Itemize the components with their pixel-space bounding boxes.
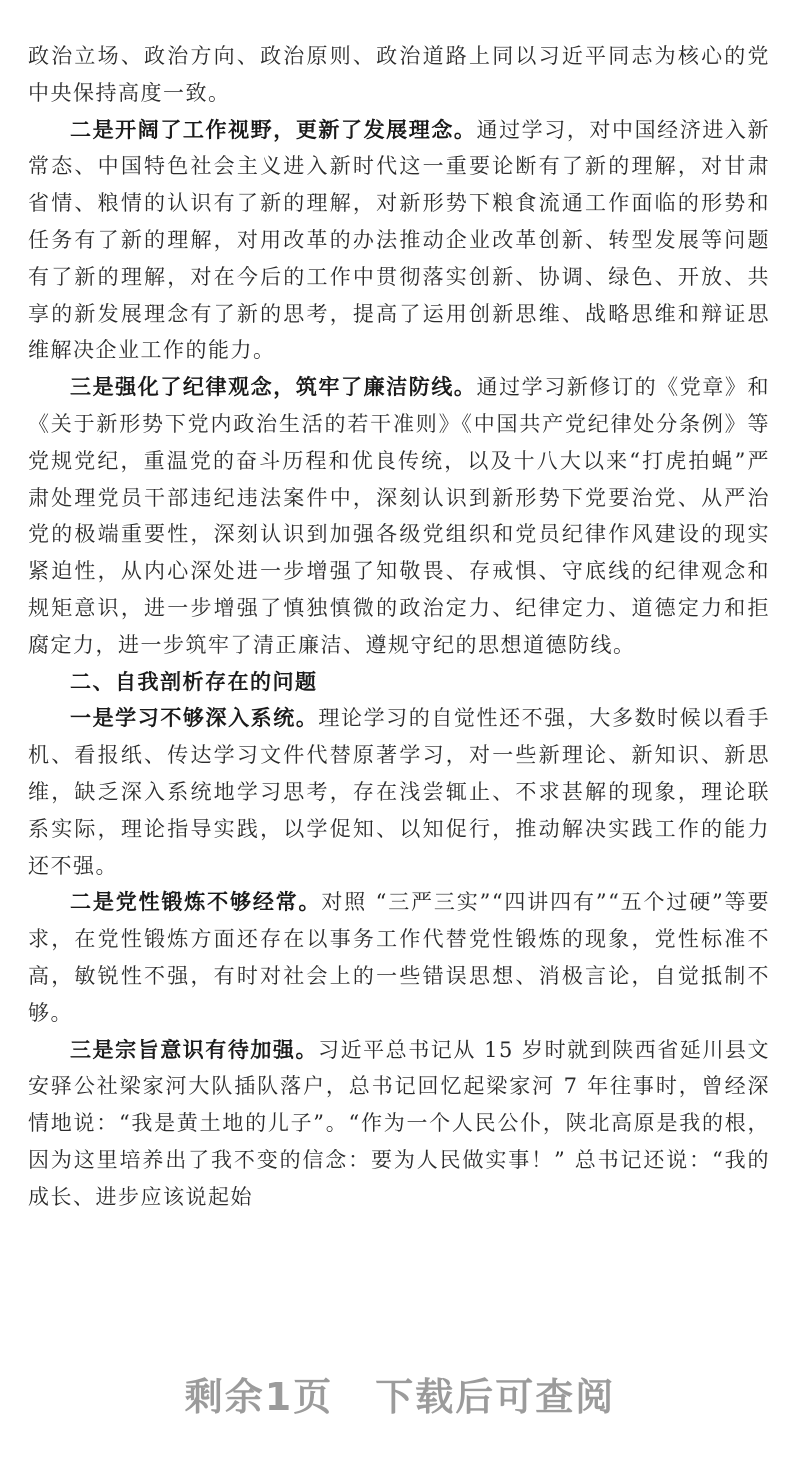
problem-purpose [28,1032,770,1216]
paragraph-lead: 三是宗旨意识有待加强。 [70,1036,319,1062]
download-banner[interactable] [0,1366,800,1421]
remaining-pages-label: 剩余1页 [184,1375,334,1419]
paragraph-text: 理论学习的自觉性还不强，大多数时候以看手机、看报纸、传达学习文件代替原著学习，对一些新理论、新知识、新思维，缺乏深入系统地学习思考，存在浅尝辄止、不求甚解的现象，理论联系实际，理论指导实践，以学促知、以知促行，推动解决实践工作的能力还不强。 [28,706,771,878]
download-to-view-label: 下载后可查阅 [375,1375,616,1419]
paragraph-text: 通过学习，对中国经济进入新常态、中国特色社会主义进入新时代这一重要论断有了新的理解，对甘肃省情、粮情的认识有了新的理解，对新形势下粮食流通工作面临的形势和任务有了新的理解，对用改革的办法推动企业改革创新、转型发展等问题有了新的理解，对在今后的工作中贯彻落实创新、协调、绿色、开放、共享的新发展理念有了新的思考，提高了运用创新思维、战略思维和辩证思维解决企业工作的能力。 [28,117,770,363]
paragraph-text: 对照 “三严三实”“四讲四有”“五个过硬”等要求，在党性锻炼方面还存在以事务工作代替党性锻炼的现象，党性标准不高，敏锐性不强，有时对社会上的一些错误思想、消极言论，自觉抵制不够。 [28,890,771,1025]
paragraph-text: 政治立场、政治方向、政治原则、政治道路上同以习近平同志为核心的党中央保持高度一致。 [28,44,770,105]
paragraph-lead: 三是强化了纪律观念，筑牢了廉洁防线。 [70,374,477,400]
paragraph-lead: 二是开阔了工作视野，更新了发展理念。 [70,116,477,142]
paragraph-lead: 二是党性锻炼不够经常。 [70,889,322,915]
problem-party-spirit [28,884,770,1031]
paragraph-discipline [28,369,770,663]
section-heading: 二、自我剖析存在的问题 [70,668,318,694]
problem-study [28,700,770,884]
paragraph-text: 通过学习新修订的《党章》和《关于新形势下党内政治生活的若干准则》《中国共产党纪律处分条例》等党规党纪，重温党的奋斗历程和优良传统，以及十八大以来“打虎拍蝇”严肃处理党员干部违纪违法案件中，深刻认识到新形势下党要治党、从严治党的极端重要性，深刻认识到加强各级党组织和党员纪律作风建设的现实紧迫性，从内心深处进一步增强了知敬畏、存戒惧、守底线的纪律观念和规矩意识，进一步增强了慎独慎微的政治定力、纪律定力、道德定力和拒腐定力，进一步筑牢了清正廉洁、遵规守纪的思想道德防线。 [28,375,770,657]
document-body [28,38,770,1216]
paragraph-lead: 一是学习不够深入系统。 [70,705,319,731]
paragraph-text: 习近平总书记从 15 岁时就到陕西省延川县文安驿公社梁家河大队插队落户，总书记回忆起梁家河 7 年往事时，曾经深情地说：“我是黄土地的儿子”。“作为一个人民公仆，陕北高原是我的根，因为这里培养出了我不变的信念：要为人民做实事！” 总书记还说：“我的成长、进步应该说起始 [28,1037,771,1209]
paragraph-continuation [28,38,770,112]
paragraph-broaden-vision [28,112,770,370]
